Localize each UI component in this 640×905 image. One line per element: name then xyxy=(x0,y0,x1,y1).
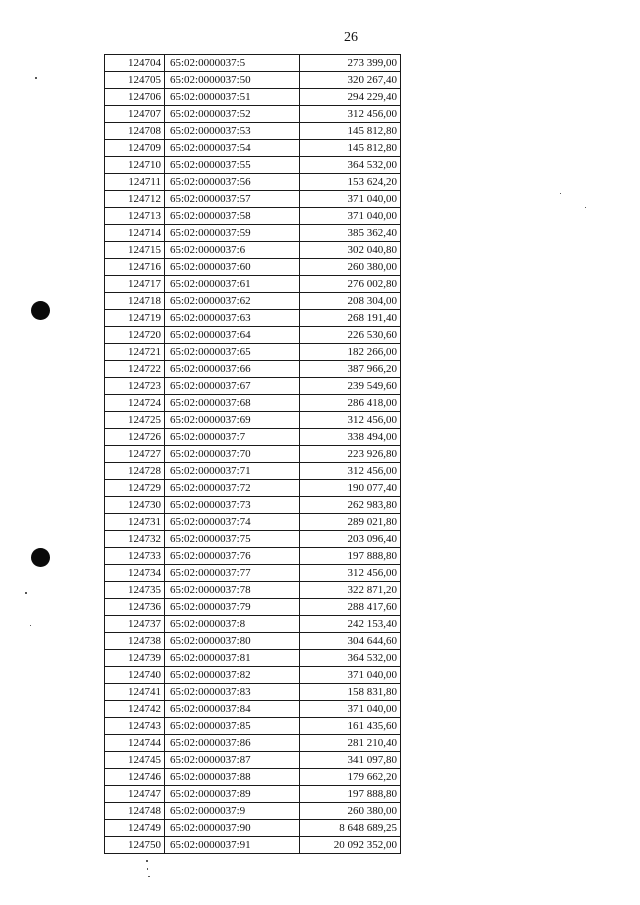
cadastral-value-cell: 8 648 689,25 xyxy=(300,820,401,837)
cadastral-value-cell: 197 888,80 xyxy=(300,548,401,565)
row-number-cell: 124746 xyxy=(105,769,165,786)
row-number-cell: 124708 xyxy=(105,123,165,140)
table-row xyxy=(105,72,401,89)
cadastral-number-cell: 65:02:0000037:64 xyxy=(165,327,300,344)
table-row xyxy=(105,140,401,157)
cadastral-number-cell: 65:02:0000037:89 xyxy=(165,786,300,803)
table-row xyxy=(105,735,401,752)
row-number-cell: 124712 xyxy=(105,191,165,208)
table-row xyxy=(105,650,401,667)
table-row xyxy=(105,259,401,276)
table-row xyxy=(105,548,401,565)
cadastral-value-cell: 145 812,80 xyxy=(300,123,401,140)
cadastral-number-cell: 65:02:0000037:54 xyxy=(165,140,300,157)
cadastral-value-cell: 371 040,00 xyxy=(300,191,401,208)
row-number-cell: 124750 xyxy=(105,837,165,854)
cadastral-value-cell: 364 532,00 xyxy=(300,650,401,667)
table-body xyxy=(105,55,401,854)
table-row xyxy=(105,276,401,293)
row-number-cell: 124706 xyxy=(105,89,165,106)
table-row xyxy=(105,310,401,327)
row-number-cell: 124735 xyxy=(105,582,165,599)
cadastral-number-cell: 65:02:0000037:84 xyxy=(165,701,300,718)
cadastral-number-cell: 65:02:0000037:60 xyxy=(165,259,300,276)
cadastral-number-cell: 65:02:0000037:66 xyxy=(165,361,300,378)
cadastral-number-cell: 65:02:0000037:50 xyxy=(165,72,300,89)
cadastral-number-cell: 65:02:0000037:79 xyxy=(165,599,300,616)
row-number-cell: 124724 xyxy=(105,395,165,412)
row-number-cell: 124717 xyxy=(105,276,165,293)
cadastral-number-cell: 65:02:0000037:88 xyxy=(165,769,300,786)
scan-speck xyxy=(148,876,150,877)
cadastral-number-cell: 65:02:0000037:59 xyxy=(165,225,300,242)
table-row xyxy=(105,361,401,378)
row-number-cell: 124725 xyxy=(105,412,165,429)
row-number-cell: 124723 xyxy=(105,378,165,395)
table-row xyxy=(105,429,401,446)
cadastral-value-cell: 223 926,80 xyxy=(300,446,401,463)
row-number-cell: 124707 xyxy=(105,106,165,123)
row-number-cell: 124718 xyxy=(105,293,165,310)
cadastral-value-cell: 341 097,80 xyxy=(300,752,401,769)
row-number-cell: 124713 xyxy=(105,208,165,225)
cadastral-value-cell: 208 304,00 xyxy=(300,293,401,310)
scan-speck xyxy=(560,193,561,194)
scan-speck xyxy=(146,860,148,862)
table-row xyxy=(105,718,401,735)
scan-speck xyxy=(25,592,27,594)
cadastral-value-cell: 371 040,00 xyxy=(300,208,401,225)
cadastral-number-cell: 65:02:0000037:9 xyxy=(165,803,300,820)
table-row xyxy=(105,344,401,361)
page-number: 26 xyxy=(344,30,358,45)
table-row xyxy=(105,514,401,531)
table-row xyxy=(105,616,401,633)
table-row xyxy=(105,123,401,140)
cadastral-value-cell: 288 417,60 xyxy=(300,599,401,616)
table-row xyxy=(105,803,401,820)
row-number-cell: 124749 xyxy=(105,820,165,837)
row-number-cell: 124744 xyxy=(105,735,165,752)
cadastral-value-cell: 20 092 352,00 xyxy=(300,837,401,854)
cadastral-value-cell: 304 644,60 xyxy=(300,633,401,650)
cadastral-value-cell: 312 456,00 xyxy=(300,463,401,480)
cadastral-value-cell: 242 153,40 xyxy=(300,616,401,633)
cadastral-value-cell: 387 966,20 xyxy=(300,361,401,378)
row-number-cell: 124721 xyxy=(105,344,165,361)
cadastral-value-cell: 161 435,60 xyxy=(300,718,401,735)
cadastral-value-cell: 302 040,80 xyxy=(300,242,401,259)
cadastral-number-cell: 65:02:0000037:73 xyxy=(165,497,300,514)
row-number-cell: 124741 xyxy=(105,684,165,701)
cadastral-value-cell: 294 229,40 xyxy=(300,89,401,106)
scan-speck xyxy=(585,207,586,208)
table-row xyxy=(105,157,401,174)
cadastral-number-cell: 65:02:0000037:90 xyxy=(165,820,300,837)
cadastral-number-cell: 65:02:0000037:67 xyxy=(165,378,300,395)
row-number-cell: 124714 xyxy=(105,225,165,242)
cadastral-number-cell: 65:02:0000037:7 xyxy=(165,429,300,446)
table-row xyxy=(105,106,401,123)
scan-speck xyxy=(30,625,31,626)
row-number-cell: 124709 xyxy=(105,140,165,157)
cadastral-number-cell: 65:02:0000037:62 xyxy=(165,293,300,310)
punch-hole-bottom xyxy=(31,548,50,567)
cadastral-value-cell: 281 210,40 xyxy=(300,735,401,752)
cadastral-value-cell: 145 812,80 xyxy=(300,140,401,157)
table-row xyxy=(105,55,401,72)
cadastral-number-cell: 65:02:0000037:78 xyxy=(165,582,300,599)
table-row xyxy=(105,701,401,718)
cadastral-number-cell: 65:02:0000037:63 xyxy=(165,310,300,327)
cadastral-value-cell: 153 624,20 xyxy=(300,174,401,191)
table-row xyxy=(105,752,401,769)
cadastral-number-cell: 65:02:0000037:80 xyxy=(165,633,300,650)
cadastral-value-cell: 364 532,00 xyxy=(300,157,401,174)
row-number-cell: 124742 xyxy=(105,701,165,718)
cadastral-value-cell: 182 266,00 xyxy=(300,344,401,361)
row-number-cell: 124705 xyxy=(105,72,165,89)
cadastral-value-cell: 338 494,00 xyxy=(300,429,401,446)
table-row xyxy=(105,463,401,480)
table-row xyxy=(105,786,401,803)
table-row xyxy=(105,174,401,191)
table-row xyxy=(105,480,401,497)
row-number-cell: 124732 xyxy=(105,531,165,548)
table-row xyxy=(105,837,401,854)
cadastral-number-cell: 65:02:0000037:91 xyxy=(165,837,300,854)
table-row xyxy=(105,89,401,106)
row-number-cell: 124727 xyxy=(105,446,165,463)
cadastral-number-cell: 65:02:0000037:77 xyxy=(165,565,300,582)
cadastral-value-cell: 312 456,00 xyxy=(300,565,401,582)
row-number-cell: 124739 xyxy=(105,650,165,667)
cadastral-number-cell: 65:02:0000037:52 xyxy=(165,106,300,123)
table-row xyxy=(105,599,401,616)
cadastral-value-cell: 289 021,80 xyxy=(300,514,401,531)
cadastral-number-cell: 65:02:0000037:69 xyxy=(165,412,300,429)
row-number-cell: 124740 xyxy=(105,667,165,684)
cadastral-number-cell: 65:02:0000037:71 xyxy=(165,463,300,480)
cadastral-number-cell: 65:02:0000037:5 xyxy=(165,55,300,72)
table-row xyxy=(105,412,401,429)
cadastral-value-cell: 371 040,00 xyxy=(300,701,401,718)
row-number-cell: 124722 xyxy=(105,361,165,378)
table-row xyxy=(105,565,401,582)
table-row xyxy=(105,395,401,412)
cadastral-number-cell: 65:02:0000037:81 xyxy=(165,650,300,667)
row-number-cell: 124748 xyxy=(105,803,165,820)
cadastral-number-cell: 65:02:0000037:51 xyxy=(165,89,300,106)
cadastral-number-cell: 65:02:0000037:86 xyxy=(165,735,300,752)
cadastral-number-cell: 65:02:0000037:56 xyxy=(165,174,300,191)
table-row xyxy=(105,497,401,514)
cadastral-number-cell: 65:02:0000037:57 xyxy=(165,191,300,208)
table-row xyxy=(105,208,401,225)
table-row xyxy=(105,242,401,259)
row-number-cell: 124711 xyxy=(105,174,165,191)
table-row xyxy=(105,531,401,548)
cadastral-value-cell: 179 662,20 xyxy=(300,769,401,786)
cadastral-value-cell: 371 040,00 xyxy=(300,667,401,684)
cadastral-number-cell: 65:02:0000037:82 xyxy=(165,667,300,684)
cadastral-value-cell: 312 456,00 xyxy=(300,412,401,429)
table-row xyxy=(105,378,401,395)
table-row xyxy=(105,582,401,599)
cadastre-value-table xyxy=(104,54,401,854)
cadastral-value-cell: 322 871,20 xyxy=(300,582,401,599)
cadastral-value-cell: 262 983,80 xyxy=(300,497,401,514)
cadastral-value-cell: 273 399,00 xyxy=(300,55,401,72)
table-row xyxy=(105,684,401,701)
cadastral-number-cell: 65:02:0000037:76 xyxy=(165,548,300,565)
row-number-cell: 124720 xyxy=(105,327,165,344)
cadastral-number-cell: 65:02:0000037:55 xyxy=(165,157,300,174)
row-number-cell: 124730 xyxy=(105,497,165,514)
row-number-cell: 124736 xyxy=(105,599,165,616)
table-row xyxy=(105,769,401,786)
table-row xyxy=(105,327,401,344)
row-number-cell: 124728 xyxy=(105,463,165,480)
cadastral-value-cell: 197 888,80 xyxy=(300,786,401,803)
table-row xyxy=(105,446,401,463)
row-number-cell: 124704 xyxy=(105,55,165,72)
cadastral-value-cell: 239 549,60 xyxy=(300,378,401,395)
row-number-cell: 124745 xyxy=(105,752,165,769)
cadastral-number-cell: 65:02:0000037:85 xyxy=(165,718,300,735)
cadastral-value-cell: 203 096,40 xyxy=(300,531,401,548)
row-number-cell: 124715 xyxy=(105,242,165,259)
cadastral-value-cell: 268 191,40 xyxy=(300,310,401,327)
cadastral-value-cell: 320 267,40 xyxy=(300,72,401,89)
row-number-cell: 124738 xyxy=(105,633,165,650)
row-number-cell: 124729 xyxy=(105,480,165,497)
row-number-cell: 124734 xyxy=(105,565,165,582)
row-number-cell: 124716 xyxy=(105,259,165,276)
row-number-cell: 124726 xyxy=(105,429,165,446)
cadastral-number-cell: 65:02:0000037:58 xyxy=(165,208,300,225)
table-row xyxy=(105,293,401,310)
cadastral-number-cell: 65:02:0000037:61 xyxy=(165,276,300,293)
row-number-cell: 124719 xyxy=(105,310,165,327)
row-number-cell: 124733 xyxy=(105,548,165,565)
row-number-cell: 124743 xyxy=(105,718,165,735)
row-number-cell: 124731 xyxy=(105,514,165,531)
cadastral-value-cell: 260 380,00 xyxy=(300,259,401,276)
cadastral-value-cell: 158 831,80 xyxy=(300,684,401,701)
cadastral-value-cell: 385 362,40 xyxy=(300,225,401,242)
cadastral-number-cell: 65:02:0000037:70 xyxy=(165,446,300,463)
table-row xyxy=(105,225,401,242)
cadastral-value-cell: 276 002,80 xyxy=(300,276,401,293)
row-number-cell: 124710 xyxy=(105,157,165,174)
cadastral-number-cell: 65:02:0000037:8 xyxy=(165,616,300,633)
cadastral-number-cell: 65:02:0000037:75 xyxy=(165,531,300,548)
cadastral-number-cell: 65:02:0000037:65 xyxy=(165,344,300,361)
scan-speck xyxy=(35,77,37,79)
cadastral-number-cell: 65:02:0000037:6 xyxy=(165,242,300,259)
table-row xyxy=(105,191,401,208)
cadastral-value-cell: 312 456,00 xyxy=(300,106,401,123)
cadastral-number-cell: 65:02:0000037:72 xyxy=(165,480,300,497)
cadastral-number-cell: 65:02:0000037:53 xyxy=(165,123,300,140)
scan-speck xyxy=(147,868,148,870)
cadastral-value-cell: 190 077,40 xyxy=(300,480,401,497)
cadastral-number-cell: 65:02:0000037:87 xyxy=(165,752,300,769)
punch-hole-top xyxy=(31,301,50,320)
table-row xyxy=(105,633,401,650)
cadastral-value-cell: 226 530,60 xyxy=(300,327,401,344)
table-row xyxy=(105,820,401,837)
cadastral-number-cell: 65:02:0000037:74 xyxy=(165,514,300,531)
cadastral-number-cell: 65:02:0000037:68 xyxy=(165,395,300,412)
row-number-cell: 124737 xyxy=(105,616,165,633)
table-row xyxy=(105,667,401,684)
row-number-cell: 124747 xyxy=(105,786,165,803)
cadastral-value-cell: 286 418,00 xyxy=(300,395,401,412)
cadastral-value-cell: 260 380,00 xyxy=(300,803,401,820)
cadastral-number-cell: 65:02:0000037:83 xyxy=(165,684,300,701)
